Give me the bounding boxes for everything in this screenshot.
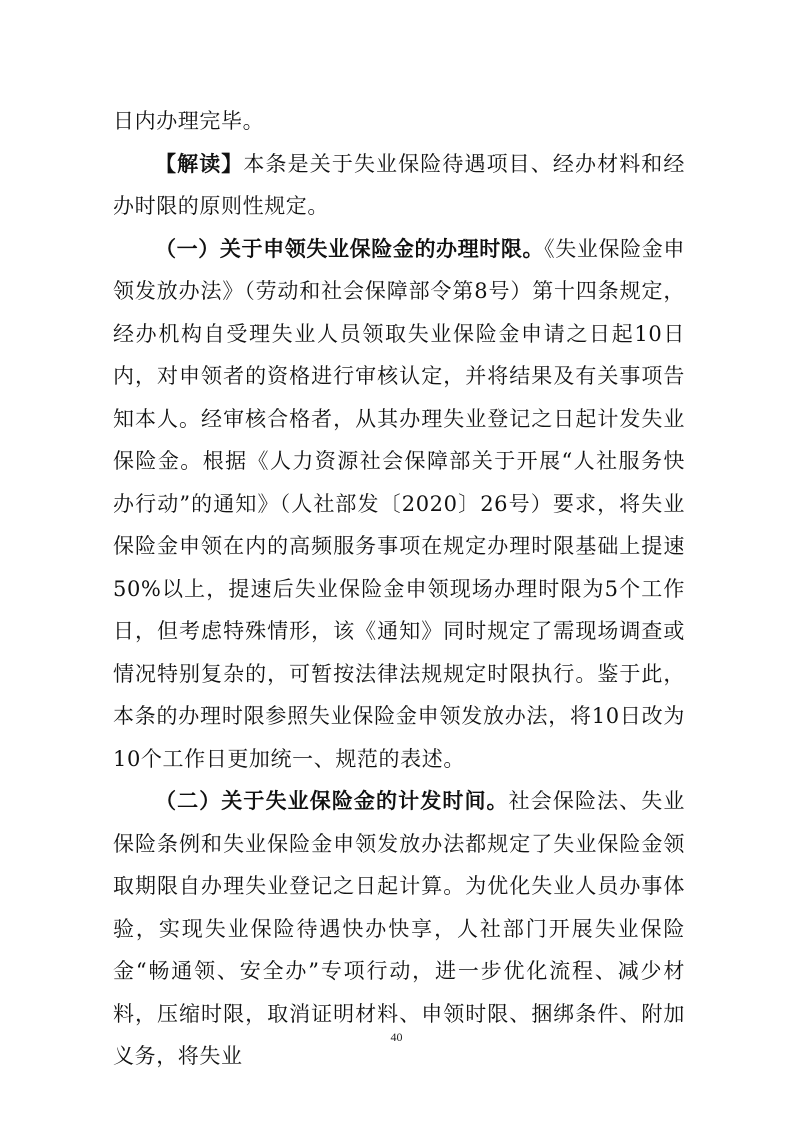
paragraph-interpretation xyxy=(113,143,685,228)
body-text xyxy=(113,100,685,1078)
interpretation-heading: 【解读】 xyxy=(155,150,244,176)
paragraph-text: 社会保险法、失业保险条例和失业保险金申领发放办法都规定了失业保险金领取期限自办理失业登记之日起计算。为优化失业人员办事体验，实现失业保险待遇快办快享，人社部门开展失业保险金“畅通领、安全办”专项行动，进一步优化流程、减少材料，压缩时限，取消证明材料、申领时限、捆绑条件、附加义务，将失业 xyxy=(113,789,685,1068)
paragraph-continuation xyxy=(113,100,685,143)
section-1-heading: （一）关于申领失业保险金的办理时限。 xyxy=(155,235,545,261)
paragraph-text: 本条是关于失业保险待遇项目、经办材料和经办时限的原则性规定。 xyxy=(113,151,685,218)
section-2-heading: （二）关于失业保险金的计发时间。 xyxy=(155,788,509,813)
paragraph-text: 《失业保险金申领发放办法》（劳动和社会保障部令第8号）第十四条规定，经办机构自受理失业人员领取失业保险金申请之日起10日内，对申领者的资格进行审核认定，并将结果及有关事项告知本人。经审核合格者，从其办理失业登记之日起计发失业保险金。根据《人力资源社会保障部关于开展“人社服务快办行动”的通知》（人社部发〔2020〕26号）要求，将失业保险金申领在内的高频服务事项在规定办理时限基础上提速50%以上，提速后失业保险金申领现场办理时限为5个工作日，但考虑特殊情形，该《通知》同时规定了需现场调查或情况特别复杂的，可暂按法律法规规定时限执行。鉴于此，本条的办理时限参照失业保险金申领发放办法，将10日改为10个工作日更加统一、规范的表述。 xyxy=(113,236,685,771)
page-number: 40 xyxy=(390,1030,403,1044)
paragraph-text: 日内办理完毕。 xyxy=(113,109,265,133)
paragraph-section-1 xyxy=(113,228,685,781)
